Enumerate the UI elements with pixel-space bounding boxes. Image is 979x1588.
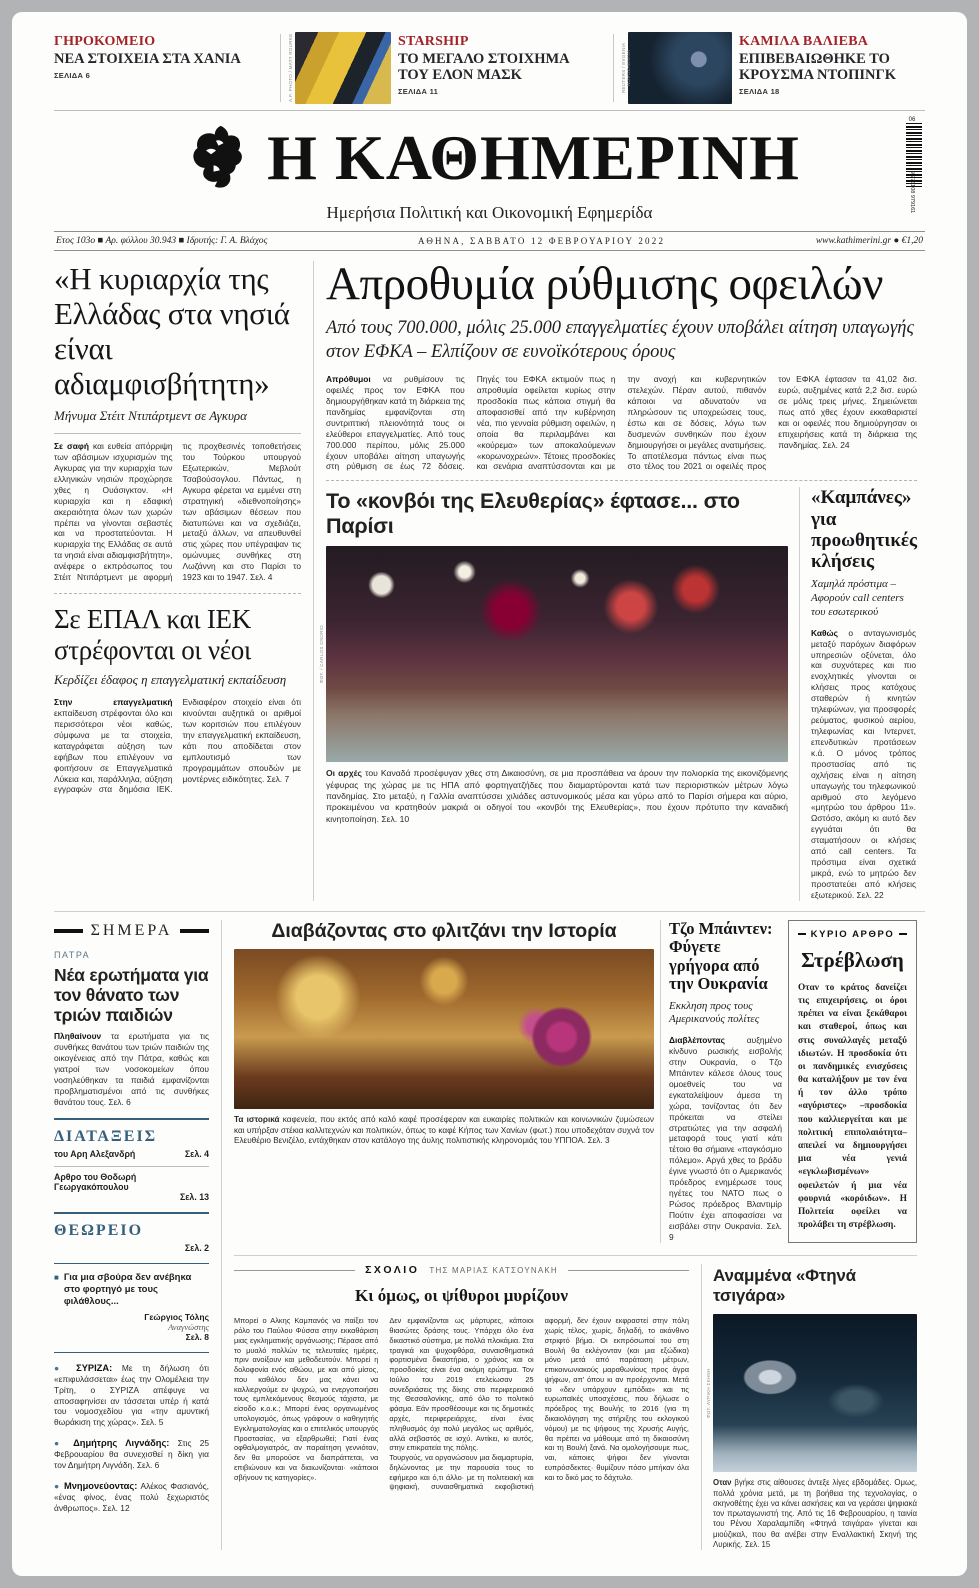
editorial-box[interactable] [788,920,917,1244]
lead-word: Οι αρχές [326,768,363,779]
header-rule [568,1270,689,1271]
brief-mnimonevontas[interactable] [54,1480,209,1514]
promo-girokomeio[interactable] [54,32,266,104]
left-column [54,261,314,901]
lead-word: Καθώς [811,627,838,638]
quote-text: Για μια σβούρα δεν ανέβηκα στο φορτηγό με τους φιλάθλους... [63,1271,192,1308]
theoreio-title[interactable]: ΘΕΩΡΕΙΟ [54,1221,144,1239]
lead-word: Οταν [713,1478,732,1488]
brief-label: Μνημονεύοντας: [63,1481,138,1492]
date-text: ΑΘΗΝΑ, ΣΑΒΒΑΤΟ 12 ΦΕΒΡΟΥΑΡΙΟΥ 2022 [418,236,666,246]
label-tick [798,933,806,935]
promo-kicker: ΚΑΜΙΛΑ ΒΑΛΙΕΒΑ [739,34,869,49]
dashed-divider [54,593,301,594]
article-convoy[interactable] [319,487,788,900]
newspaper-title: Η ΚΑΘΗΜΕΡΙΝΗ [267,121,800,193]
diataxeis-byline-row[interactable] [54,1149,209,1159]
article-ref: Αρθρο του Θοδωρή Γεωργακόπουλου [54,1171,137,1192]
promo-divider [613,34,614,102]
editorial-headline: Στρέβλωση [801,947,904,972]
brief-label: Δημήτρης Λιγνάδης: [73,1438,170,1449]
tsigara-caption: Οταν βγήκε στις αίθουσες άντεξε λίγες εβδομάδες. Ομως, πολλά χρόνια μετά, με τη βοήθεια της τεχνολογίας, ο σκηνοθέτης έχει να κάνει ασκήσεις και να γεράσει ψηφιακά τον πρωταγωνιστή της. Από τις 16 Φεβρουαρίου, η ταινία του Ρένου Χαραλαμπίδη «Φτηνά τσιγάρα» γίνεται και μιούζικαλ, που θα ανέβει στην Εναλλακτική Σκηνή της Λυρικής. Σελ. 15 [713,1478,917,1549]
convoy-caption: Οι αρχές του Καναδά προσέφυγαν χθες στη Δικαιοσύνη, σε μια προσπάθεια να άρουν την πολιορκία της εικονιζόμενης γέφυρας της χώρας με τις ΗΠΑ από φορτηγατζήδες που διαμαρτύρονται κατά των περιοριστικών μέτρων λόγω πανδημίας. Στο μεταξύ, η Γαλλία αναπτύσσει χιλιάδες αστυνομικούς μέσα και γύρω από το Παρίσι σήμερα και αύριο, προκειμένου να κρατηθούν μακριά οι οδηγοί του «κονβόι της Ελευθερίας», που έχουν πρότυπο την καναδική κινητοποίηση. Σελ. 10 [326,768,788,824]
article-headline: Σε ΕΠΑΛ και ΙΕΚ στρέφονται οι νέοι [54,604,251,665]
article-tsigara[interactable] [701,1264,917,1550]
article-headline: «Καμπάνες» για προωθητικές κλήσεις [811,487,918,573]
article-sxolio[interactable] [234,1264,689,1550]
lead-word: Σε σαφή [54,441,89,452]
divider [54,1212,209,1214]
byline: του Αρη Αλεξανδρή [54,1148,136,1159]
sxolio-column: Μπορεί ο Αλκης Καμπανός να παίξει τον ρόλο του Παύλου Φύσσα στην εκκαθάριση μιας εγκληματικής οργάνωσης; Πέρασε από το μυαλό πολλών τις τελευταίες ημέρες, πριν ανοίξουν και μεθοδευτούν. Μπορεί η δολοφονία ενός αθώου, με και από μίσος, που καθόλου δεν μας κάνει να καλλιεργούμε εν ψυχρώ, να ενεργοποιήσει τους εμπλεκόμενους θεσμούς τάχιστα, με είσοδο κ.ο.κ.; Μπορεί ένας οργανωμένος υπολογισμός, όπως γράφουν ο καθηγητής Εγκληματολογίας και ο επιτελικός υπουργός Προστασίας, να εξαρθρωθεί; Γιατί ένας οφθαλμογιατρός, αν παραίτηση γεννιόταν, δεν θα μπορούσε να διαπράττεται, να επιβιώνουν και να διαιωνίζονται· «κάποιοι σβήνουν τις κατηγορίες». [234,1316,379,1482]
promo-page-ref: ΣΕΛΙΔΑ 11 [398,87,439,97]
editorial-label-row [798,929,907,940]
reader-quote[interactable] [54,1272,209,1309]
article-epal[interactable] [54,604,301,795]
promo-valieva[interactable] [621,32,925,104]
masthead [54,111,925,251]
sxolio-headline: Κι όμως, οι ψίθυροι μυρίζουν [355,1286,568,1306]
musk-photo [288,32,391,104]
brief-text: Στις 25 Φεβρουαρίου θα συνεχισθεί η δίκη για τον Δημήτρη Λιγνάδη. Σελ. 6 [54,1438,210,1471]
divider [54,1263,209,1264]
editorial-body: Οταν το κράτος δανείζει τις επιχειρήσεις, οι όροι πρέπει να είναι ξεκάθαροι και σταθεροί, όπως και στις συναλλαγές μεταξύ ιδιωτών. Η προσδοκία ότι οι πανδημικές ενισχύσεις θα καταλήξουν με τον ένα ή τον άλλο τρόπο «αγύριστες» –προσδοκία που καλλιεργείται και με πολιτική επιπολαιότητα– απειλεί να δημιουργήσει μια νέα γενιά «εγκλωβισμένων» οφειλετών ή μια νέα φουρνιά «κορόιδων». Η Πολιτεία οφείλει να προλάβει τη στρέβλωση. [798,982,907,1231]
editorial-label: ΚΥΡΙΟ ΑΡΘΡΟ [810,928,895,940]
promo-starship[interactable] [288,32,599,104]
page-ref: Σελ. 4 [184,1148,209,1159]
article-subhead: Κερδίζει έδαφος η επαγγελματική εκπαίδευση [54,672,287,688]
simera-title: ΣΗΜΕΡΑ [90,921,173,939]
lead-word: Πληθαίνουν [54,1031,102,1042]
website-price: www.kathimerini.gr ● €1,20 [815,236,923,246]
quote-meta [54,1312,209,1342]
brief-text: Αλέκος Φασιανός, «ένας φίνος, ένας πολύ ξεχωριστός άνθρωπος». Σελ. 12 [54,1481,210,1514]
photo-credit: ΦΩΤ. / CARLOS OSORIO [319,625,324,684]
header-bar [180,929,209,933]
newspaper-subtitle: Ημερήσια Πολιτική και Οικονομική Εφημερίδα [326,203,653,222]
center-area [319,258,918,901]
main-deck: Από τους 700.000, μόλις 25.000 επαγγελματίες έχουν υποβάλει αίτηση υπαγωγής στον ΕΦΚΑ – Ελπίζουν σε ευνοϊκότερους όρους [326,318,914,363]
sxolio-header [234,1264,689,1276]
brief-lignadis[interactable] [54,1437,209,1471]
promo-title: ΝΕΑ ΣΤΟΙΧΕΙΑ ΣΤΑ ΧΑΝΙΑ [54,51,241,67]
barcode [899,117,925,214]
article-body: Διαβλέποντας αυξημένο κίνδυνο ρωσικής εισβολής στην Ουκρανία, ο Τζο Μπάιντεν κάλεσε όλους τους ομοεθνείς του να εγκαταλείψουν άμεσα τη χώρα, τονίζοντας ότι δεν πρόκειται να στείλει στρατιώτες για την ασφαλή μεταφορά τους γιατί κάτι τέτοιο θα σήμαινε «παγκόσμιο πόλεμο». Αργά χθες το βράδυ έγινε γνωστό ότι ο Αμερικανός πρόεδρος ενημέρωσε τους ηγέτες του ΝΑΤΟ πως ο Ρώσος πρόεδρος Βλαντιμίρ Πούτιν έχει αποφασίσει να εισβάλει στην Ουκρανία. Σελ. 9 [669,1035,782,1242]
newspaper-front-page [12,12,967,1576]
lead-word: Απρόθυμοι [326,374,371,385]
header-bar [54,929,83,933]
photo-credit: A.P. PHOTO / MATT ROURKE [288,33,293,103]
diataxeis-title[interactable]: ΔΙΑΤΑΞΕΙΣ [54,1127,158,1145]
article-headline: «Η κυριαρχία της Ελλάδας στα νησιά είναι αδιαμφισβήτητη» [54,261,290,402]
cafe-photo [234,949,654,1109]
promo-title: ΕΠΙΒΕΒΑΙΩΘΗΚΕ ΤΟ ΚΡΟΥΣΜΑ ΝΤΟΠΙΝΓΚ [739,51,897,84]
promo-strip [54,24,925,110]
brief-text: Με τη δήλωση ότι «επιφυλάσσεται» έως την Ολομέλεια την Τρίτη, ο ΣΥΡΙΖΑ απέφυγε να αποσαφηνίσει αν τάσσεται υπέρ ή κατά του νομοσχεδίου για «την αμυντική θωράκιση της χώρας». Σελ. 5 [54,1362,210,1428]
edition-info: Ετος 103ο ■ Αρ. φύλλου 30.943 ■ Ιδρυτής: Γ. Α. Βλάχος [56,236,268,246]
dateline [54,231,925,251]
bullet-icon: ● [54,1362,67,1373]
main-headline: Απροθυμία ρύθμισης οφειλών [326,258,883,310]
divider [54,1118,209,1120]
article-subhead: Εκκληση προς τους Αμερικανούς πολίτες [669,999,760,1026]
page-ref: Σελ. 13 [179,1191,209,1202]
lead-word: Στην επαγγελματική [54,697,173,708]
divider [54,1352,209,1353]
barcode-number: 9 771108 979161 [909,170,916,214]
bullet-icon: ● [54,1438,65,1449]
quote-author: Γεώργιος Τόλης [144,1311,209,1322]
quote-role: Αναγνώστης [168,1321,209,1332]
brief-label: ΣΥΡΙΖΑ: [76,1362,113,1373]
article-main-story[interactable] [326,258,917,472]
sidebar-headline[interactable]: Νέα ερωτήματα για τον θάνατο των τριών παιδιών [54,964,209,1025]
divider [54,433,301,434]
simera-header [54,922,209,940]
promo-kicker: ΓΗΡΟΚΟΜΕΙΟ [54,34,156,49]
convoy-headline: Το «κονβόι της Ελευθερίας» έφτασε... στο Παρίσι [326,489,740,539]
article-sovereignty[interactable] [54,261,301,583]
simera-sidebar [54,920,222,1551]
article-biden[interactable] [660,920,782,1244]
dashed-divider [326,480,917,481]
lead-word: Τα ιστορικά [234,1114,280,1124]
sxolio-byline: ΤΗΣ ΜΑΡΙΑΣ ΚΑΤΣΟΥΝΑΚΗ [429,1265,558,1275]
promo-title: ΤΟ ΜΕΓΑΛΟ ΣΤΟΙΧΗΜΑ ΤΟΥ ΕΛΟΝ ΜΑΣΚ [398,51,569,84]
page-ref: Σελ. 2 [184,1242,209,1253]
photo-credit: REUTERS / EVGENIA NOVOZHENINA [621,42,631,94]
promo-divider [280,34,281,102]
griffin-logo-icon [179,121,253,195]
promo-page-ref: ΣΕΛΙΔΑ 6 [54,71,91,81]
kicker-patra: ΠΑΤΡΑ [54,949,91,960]
barcode-top-digits: 06 [908,117,916,123]
article-body: Στην επαγγελματική εκπαίδευση στρέφονται όλο και περισσότεροι νέοι καθώς, σύμφωνα με τα στοιχεία, καταγράφεται αύξηση των εφήβων που επιλέγουν να φοιτήσουν σε Επαγγελματικά Λύκεια και, παράλληλα, αύξηση εγγραφών στα δημόσια ΙΕΚ. Ενδιαφέρον στοιχείο είναι ότι κινούνται αυξητικά οι αριθμοί των κοριτσιών που επιλέγουν την επαγγελματική εκπαίδευση, κάτι που αποδίδεται στον εμπλουτισμό των προγραμμάτων σπουδών με μοντέρνες ειδικότητες. Σελ. 7 [54,697,301,795]
article-headline: Τζο Μπάιντεν: Φύγετε γρήγορα από την Ουκρανία [669,918,773,994]
article-body: Καθώς ο ανταγωνισμός μεταξύ παρόχων διαφόρων υπηρεσιών οξύνεται, όλο και συχνότερες και πιο ενοχλητικές γίνονται οι κλήσεις προς κατόχους σταθερών ή κινητών τηλεφώνων, για προσφορές ρεύματος, φυσικού αερίου, τηλεφωνίας και Ιντερνετ, επενδυτικών προτάσεων κ.ά. Ο μόνος τρόπος προστασίας από τις οχλήσεις είναι η αίτηση υπαγωγής του τηλεφωνικού αριθμού στο λεγόμενο «μητρώο του άρθρου 11». Ωστόσο, ακόμη κι αυτό δεν εγγυάται ότι θα σταματήσουν οι κλήσεις από call centers. Τα πρόστιμα είναι σχετικά μικρά, ενώ το μητρώο δεν προστατεύει από κλήσεις εξωτερικού. Σελ. 22 [811,627,916,900]
article-subhead: Χαμηλά πρόστιμα – Αφορούν call centers του εσωτερικού [811,578,904,618]
article-kampanes[interactable] [799,487,916,900]
page-ref: Σελ. 8 [185,1331,209,1342]
cafe-caption: Τα ιστορικά καφενεία, που εκτός από καλό καφέ προσέφεραν και ευκαιρίες πολιτικών και κοινωνικών ζυμώσεων και υπήρξαν στέκια καλλιτεχνών και πολιτικών, όπως το καφέ Κήπος των Χανίων (φωτ.) που υποδεχόταν συχνά τον Ελευθέριο Βενιζέλο, εντάχθηκαν στον κατάλογο της άυλης πολιτιστικής κληρονομιάς του ΥΠΠΟΑ. Σελ. 3 [234,1114,655,1146]
convoy-photo [326,546,788,762]
article-subhead: Μήνυμα Στέιτ Ντιπάρτμεντ σε Αγκυρα [54,408,247,424]
lower-right-area [234,920,917,1551]
header-rule [234,1270,355,1271]
photo-credit: ΦΩΤ. ΛΥΡΙΚΗ ΣΚΗΝΗ [706,1368,711,1419]
skater-photo [621,32,732,104]
tsigara-photo [713,1314,917,1472]
divider [54,1166,209,1167]
article-cafe[interactable] [234,920,654,1244]
sxolio-column: Τουργούς, να οργανώσουν μια διαμαρτυρία, δηλώνοντας με την παρουσία τους το εφήμερο και ό,τι άλλο· με τη πολιτειακή και ψηφιακή, συναισθηματικά εκφοβιστική αφορμή, δεν έχουν εκφραστεί στην πόλη χωρίς τέλος, χωρίς, δηλαδή, το ακάνθινο στριφτό βήμα. Οι εκπρόσωποί του στη Βουλή θα εκλέγονταν (και μια εξώδικα) μόνο μετά από παράταση μέτρων, επικοινωνιακούς μαραθωνίους προς άγρα ψήφων, απ’ όπου κι αν προέρχονται. Μετά το «δεν υπάρχουν εμπόδια» και τις ευρωπαϊκές υποσχέσεις, που δήλωσε ο πρόεδρος της Βουλής το 2016 (για τη δικαιολόγηση της στήριξης του εκλογικού νόμου) με τις ψήφους της Χρυσής Αυγής, θα πρέπει να μάθουμε από τη δικαιοσύνη και τη Βουλή ξανά. Να ομολογήσουμε πως, ναι, κάποιες ψήφοι δεν γίνονται ευπρόσδεκτες· θυμίζουν πόσο μπήκαν όλα και το δικό μας το δάχτυλο. [389,1316,689,1492]
georgakopoulos-row[interactable] [54,1172,209,1202]
label-tick [899,933,907,935]
bullet-icon: ● [54,1481,61,1492]
promo-page-ref: ΣΕΛΙΔΑ 18 [739,87,780,97]
sxolio-label: ΣΧΟΛΙΟ [365,1264,420,1277]
theoreio-page-row [54,1243,209,1253]
article-body: Απρόθυμοι να ρυθμίσουν τις οφειλές προς τον ΕΦΚΑ που δημιουργήθηκαν κατά τη διάρκεια της πανδημίας εμφανίζονται στη συντριπτική πλειονότητά τους οι ελεύθεροι επαγγελματίες. Από τους 700.000 περίπου, μόλις 25.000 έχουν υποβάλει αίτηση υπαγωγής στη ρύθμιση σε έως 72 δόσεις. Πηγές του ΕΦΚΑ εκτιμούν πως η απροθυμία οφείλεται κυρίως στην προσδοκία πως κάποια στιγμή θα αποφασισθεί από την κυβέρνηση νέα, πιο γενναία ρύθμιση οφειλών, η οποία θα περιλαμβάνει και «κούρεμα» των αποκαλούμενων «κορωνοχρεών». Τέτοιες προσδοκίες και σενάρια αναπτύσσονται και με την ανοχή και κυβερνητικών στελεχών. Πέραν αυτού, πιθανόν κάποιοι να αδυνατούν να πληρώσουν τις υποχρεώσεις τους, έστω και σε δόσεις, λόγω των δυσμενών συνθηκών που έχουν δημιουργήσει οι μεγάλες ανατιμήσεις. Το αποτέλεσμα πάντως είναι πως στο τέλος του 2021 οι οφειλές προς τον ΕΦΚΑ έφτασαν τα 41,02 δισ. ευρώ, αυξημένες κατά 2,2 δισ. ευρώ σε μόλις τρεις μήνες. Σημειώνεται πως από χθες έχουν εκκαθαριστεί και οι οφειλές που δημιούργησαν οι επιχειρήσεις κατά τη διάρκεια της πανδημίας. Σελ. 24 [326,374,917,472]
square-bullet-icon: ■ [54,1272,59,1282]
brief-syriza[interactable] [54,1362,209,1429]
sxolio-column: Δεν εμφανίζονται ως μάρτυρες, κάποιοι θιασώτες δράσης τους. Υπάρχει όλο ένα δικαστικό σύστημα, με πολλά πλοκάμια. Στα τραγικά και ψυχοφθόρα, συναισθηματικά φορτισμένα δικαστήρια, ο χρόνος και οι προσδοκίες είναι ένα ακόμη ερώτημα. Τον Ιούλιο του 2019 ετελείωσαν 25 συνεδριάσεις της δίκης στο περιφερειακό της Θεσσαλονίκης, από όλο το πολιτικό φάσμα. Εάν προσθέσουμε και τις δημοτικές αρχές, περιφερειάρχες, είναι ένας πληθυσμός όχι πολύ μεγάλος ως αριθμός, αλλά σεβαστός σε ισχύ. Αντίκει, κι αυτός, στην επικρατεία της πόλης. [389,1316,534,1453]
lead-word: Διαβλέποντας [669,1035,726,1046]
cafe-headline: Διαβάζοντας στο φλιτζάνι την Ιστορία [271,919,617,942]
promo-kicker: STARSHIP [398,34,469,49]
tsigara-headline: Αναμμένα «Φτηνά τσιγάρα» [713,1266,856,1306]
article-body: Σε σαφή και ευθεία απόρριψη των αβάσιμων ισχυρισμών της Αγκυρας για την κυριαρχία των ελληνικών νησιών προχώρησε χθες η Ουάσιγκτον. «Η κυριαρχία και η εδαφική ακεραιότητα όλων των χωρών πρέπει να γίνονται σεβαστές και να προστατεύονται. Η κυριαρχία της Ελλάδας σε αυτά τα νησιά είναι αδιαμφισβήτητη», ανέφερε ο εκπρόσωπος του Στέιτ Ντιπάρτμεντ με αφορμή τις προχθεσινές τοποθετήσεις του Τούρκου υπουργού Εξωτερικών, Μεβλούτ Τσαβούσογλου. Πάντως, η Αγκυρα φέρεται να εμμένει στη στρατηγική «διεθνοποίησης» των αβάσιμων θέσεων που διατυπώνει και να σχεδιάζει, μεταξύ άλλων, να απευθυνθεί στις χώρες που υπέγραψαν τις ομώνυμες συνθήκες στη Λωζάννη και στο Παρίσι το 1923 και το 1947. Σελ. 4 [54,441,301,583]
sidebar-body: Πληθαίνουν τα ερωτήματα για τις συνθήκες θανάτου των τριών παιδιών της οικογένειας από την Πάτρα, καθώς και γιατροί των νοσοκομείων όπου νοσηλεύθηκαν τα παιδιά εμφανίζονται προβληματισμένοι από τις συνθήκες θανάτου τους. Σελ. 6 [54,1031,209,1107]
